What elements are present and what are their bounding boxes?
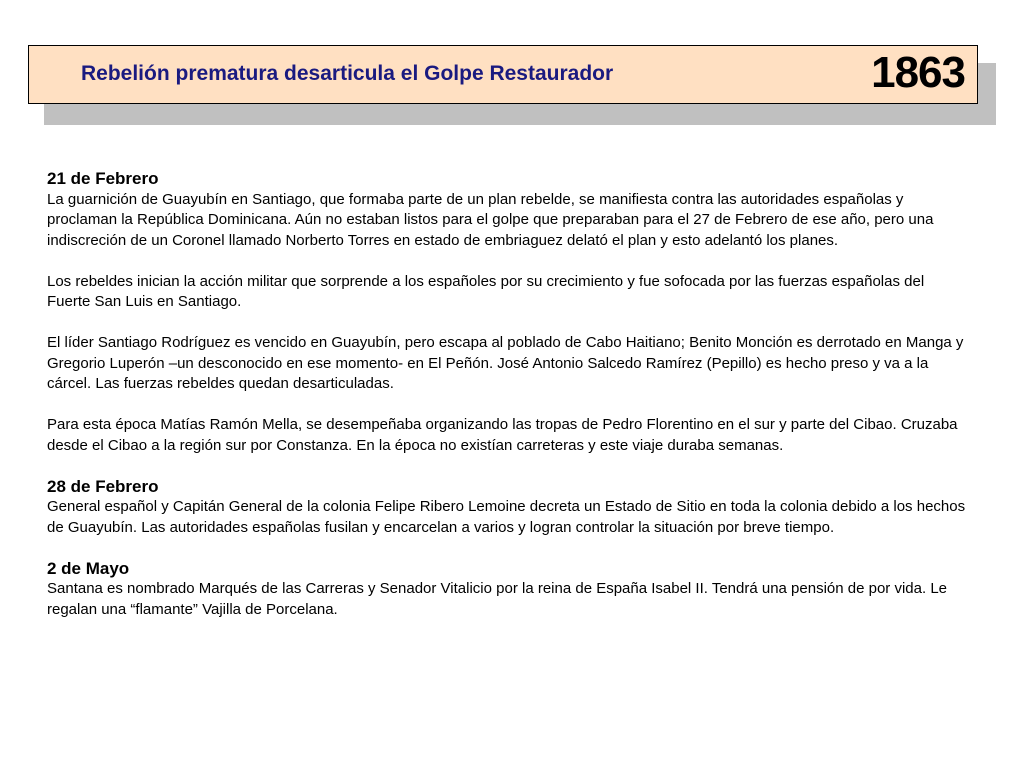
page-title: Rebelión prematura desarticula el Golpe Restaurador: [81, 62, 614, 85]
title-banner: [28, 45, 978, 104]
year-label: 1863: [871, 48, 965, 97]
paragraph: La guarnición de Guayubín en Santiago, que formaba parte de un plan rebelde, se manifiesta contra las autoridades españolas y proclaman la República Dominicana. Aún no estaban listos para el golpe que preparaban para el 27 de Febrero de ese año, pero una indiscreción de un Coronel llamado Norberto Torres en estado de embriaguez delató el plan y esto adelantó los planes.: [47, 190, 934, 249]
section-heading: 21 de Febrero: [47, 169, 159, 188]
paragraph: General español y Capitán General de la colonia Felipe Ribero Lemoine decreta un Estado de Sitio en toda la colonia debido a los hechos de Guayubín. Las autoridades españolas fusilan y encarcelan a varios y logran controlar la situación por breve tiempo.: [47, 498, 966, 536]
section-2-mayo: [47, 559, 967, 621]
section-21-febrero: [47, 169, 967, 251]
content-body: [47, 169, 967, 641]
paragraph: Los rebeldes inician la acción militar que sorprende a los españoles por su crecimiento y fue sofocada por las fuerzas españolas del Fuerte San Luis en Santiago.: [47, 272, 925, 310]
paragraph: Santana es nombrado Marqués de las Carreras y Senador Vitalicio por la reina de España Isabel II. Tendrá una pensión de por vida. Le regalan una “flamante” Vajilla de Porcelana.: [47, 580, 948, 618]
section-28-febrero: [47, 477, 967, 539]
section-heading: 2 de Mayo: [47, 558, 130, 578]
section-heading: 28 de Febrero: [47, 476, 159, 496]
paragraph: Para esta época Matías Ramón Mella, se desempeñaba organizando las tropas de Pedro Florentino en el sur y parte del Cibao. Cruzaba desde el Cibao a la región sur por Constanza. En la época no existían carreteras y este viaje duraba semanas.: [47, 416, 958, 454]
paragraph: El líder Santiago Rodríguez es vencido en Guayubín, pero escapa al poblado de Cabo Haitiano; Benito Monción es derrotado en Manga y Gregorio Luperón –un desconocido en ese momento- en El Peñón. José Antonio Salcedo Ramírez (Pepillo) es hecho preso y va a la cárcel. Las fuerzas rebeldes quedan desarticuladas.: [47, 334, 964, 392]
